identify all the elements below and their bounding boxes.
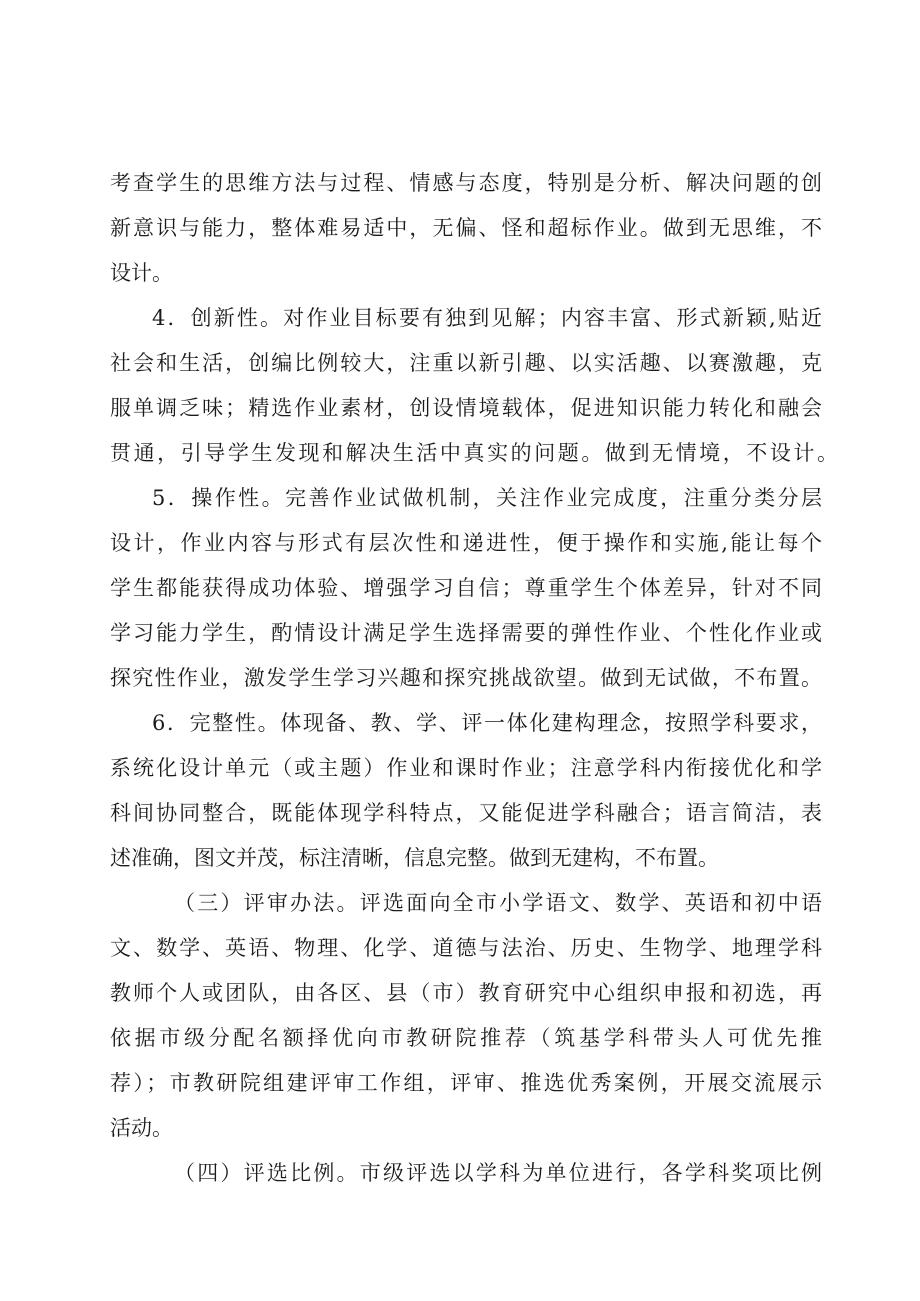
paragraph-line: 4．创新性。对作业目标要有独到见解；内容丰富、形式新颖,贴近 — [152, 306, 822, 330]
paragraph-line: 6．完整性。体现备、教、学、评一体化建构理念，按照学科要求， — [152, 711, 822, 735]
paragraph-line: 依据市级分配名额择优向市教研院推荐（筑基学科带头人可优先推 — [110, 1026, 822, 1050]
paragraph-line: 学习能力学生，酌情设计满足学生选择需要的弹性作业、个性化作业或 — [110, 621, 822, 645]
paragraph-line: 教师个人或团队，由各区、县（市）教育研究中心组织申报和初选，再 — [110, 981, 822, 1005]
paragraph-line: 服单调乏味；精选作业素材，创设情境载体，促进知识能力转化和融会 — [110, 396, 822, 420]
paragraph-line: 系统化设计单元（或主题）作业和课时作业；注意学科内衔接优化和学 — [110, 756, 822, 780]
paragraph-line: （三）评审办法。评选面向全市小学语文、数学、英语和初中语 — [174, 891, 822, 915]
paragraph-line: 活动。 — [110, 1116, 173, 1140]
paragraph-line: 科间协同整合，既能体现学科特点，又能促进学科融合；语言简洁，表 — [110, 801, 822, 825]
paragraph-line: 考查学生的思维方法与过程、情感与态度，特别是分析、解决问题的创 — [110, 171, 822, 195]
paragraph-line: 新意识与能力，整体难易适中，无偏、怪和超标作业。做到无思维，不 — [110, 216, 822, 240]
paragraph-line: 述准确，图文并茂，标注清晰，信息完整。做到无建构，不布置。 — [110, 846, 719, 870]
paragraph-line: 设计，作业内容与形式有层次性和递进性，便于操作和实施,能让每个 — [110, 531, 822, 555]
paragraph-line: 探究性作业，激发学生学习兴趣和探究挑战欲望。做到无试做，不布置。 — [110, 666, 822, 690]
paragraph-line: 学生都能获得成功体验、增强学习自信；尊重学生个体差异，针对不同 — [110, 576, 822, 600]
paragraph-line: （四）评选比例。市级评选以学科为单位进行，各学科奖项比例 — [174, 1161, 822, 1185]
paragraph-line: 设计。 — [110, 261, 173, 285]
paragraph-line: 贯通，引导学生发现和解决生活中真实的问题。做到无情境，不设计。 — [110, 441, 838, 465]
paragraph-line: 荐）；市教研院组建评审工作组，评审、推选优秀案例，开展交流展示 — [110, 1071, 822, 1095]
paragraph-line: 5．操作性。完善作业试做机制，关注作业完成度，注重分类分层 — [152, 486, 822, 510]
paragraph-line: 社会和生活，创编比例较大，注重以新引趣、以实活趣、以赛激趣，克 — [110, 351, 822, 375]
paragraph-line: 文、数学、英语、物理、化学、道德与法治、历史、生物学、地理学科 — [110, 936, 822, 960]
